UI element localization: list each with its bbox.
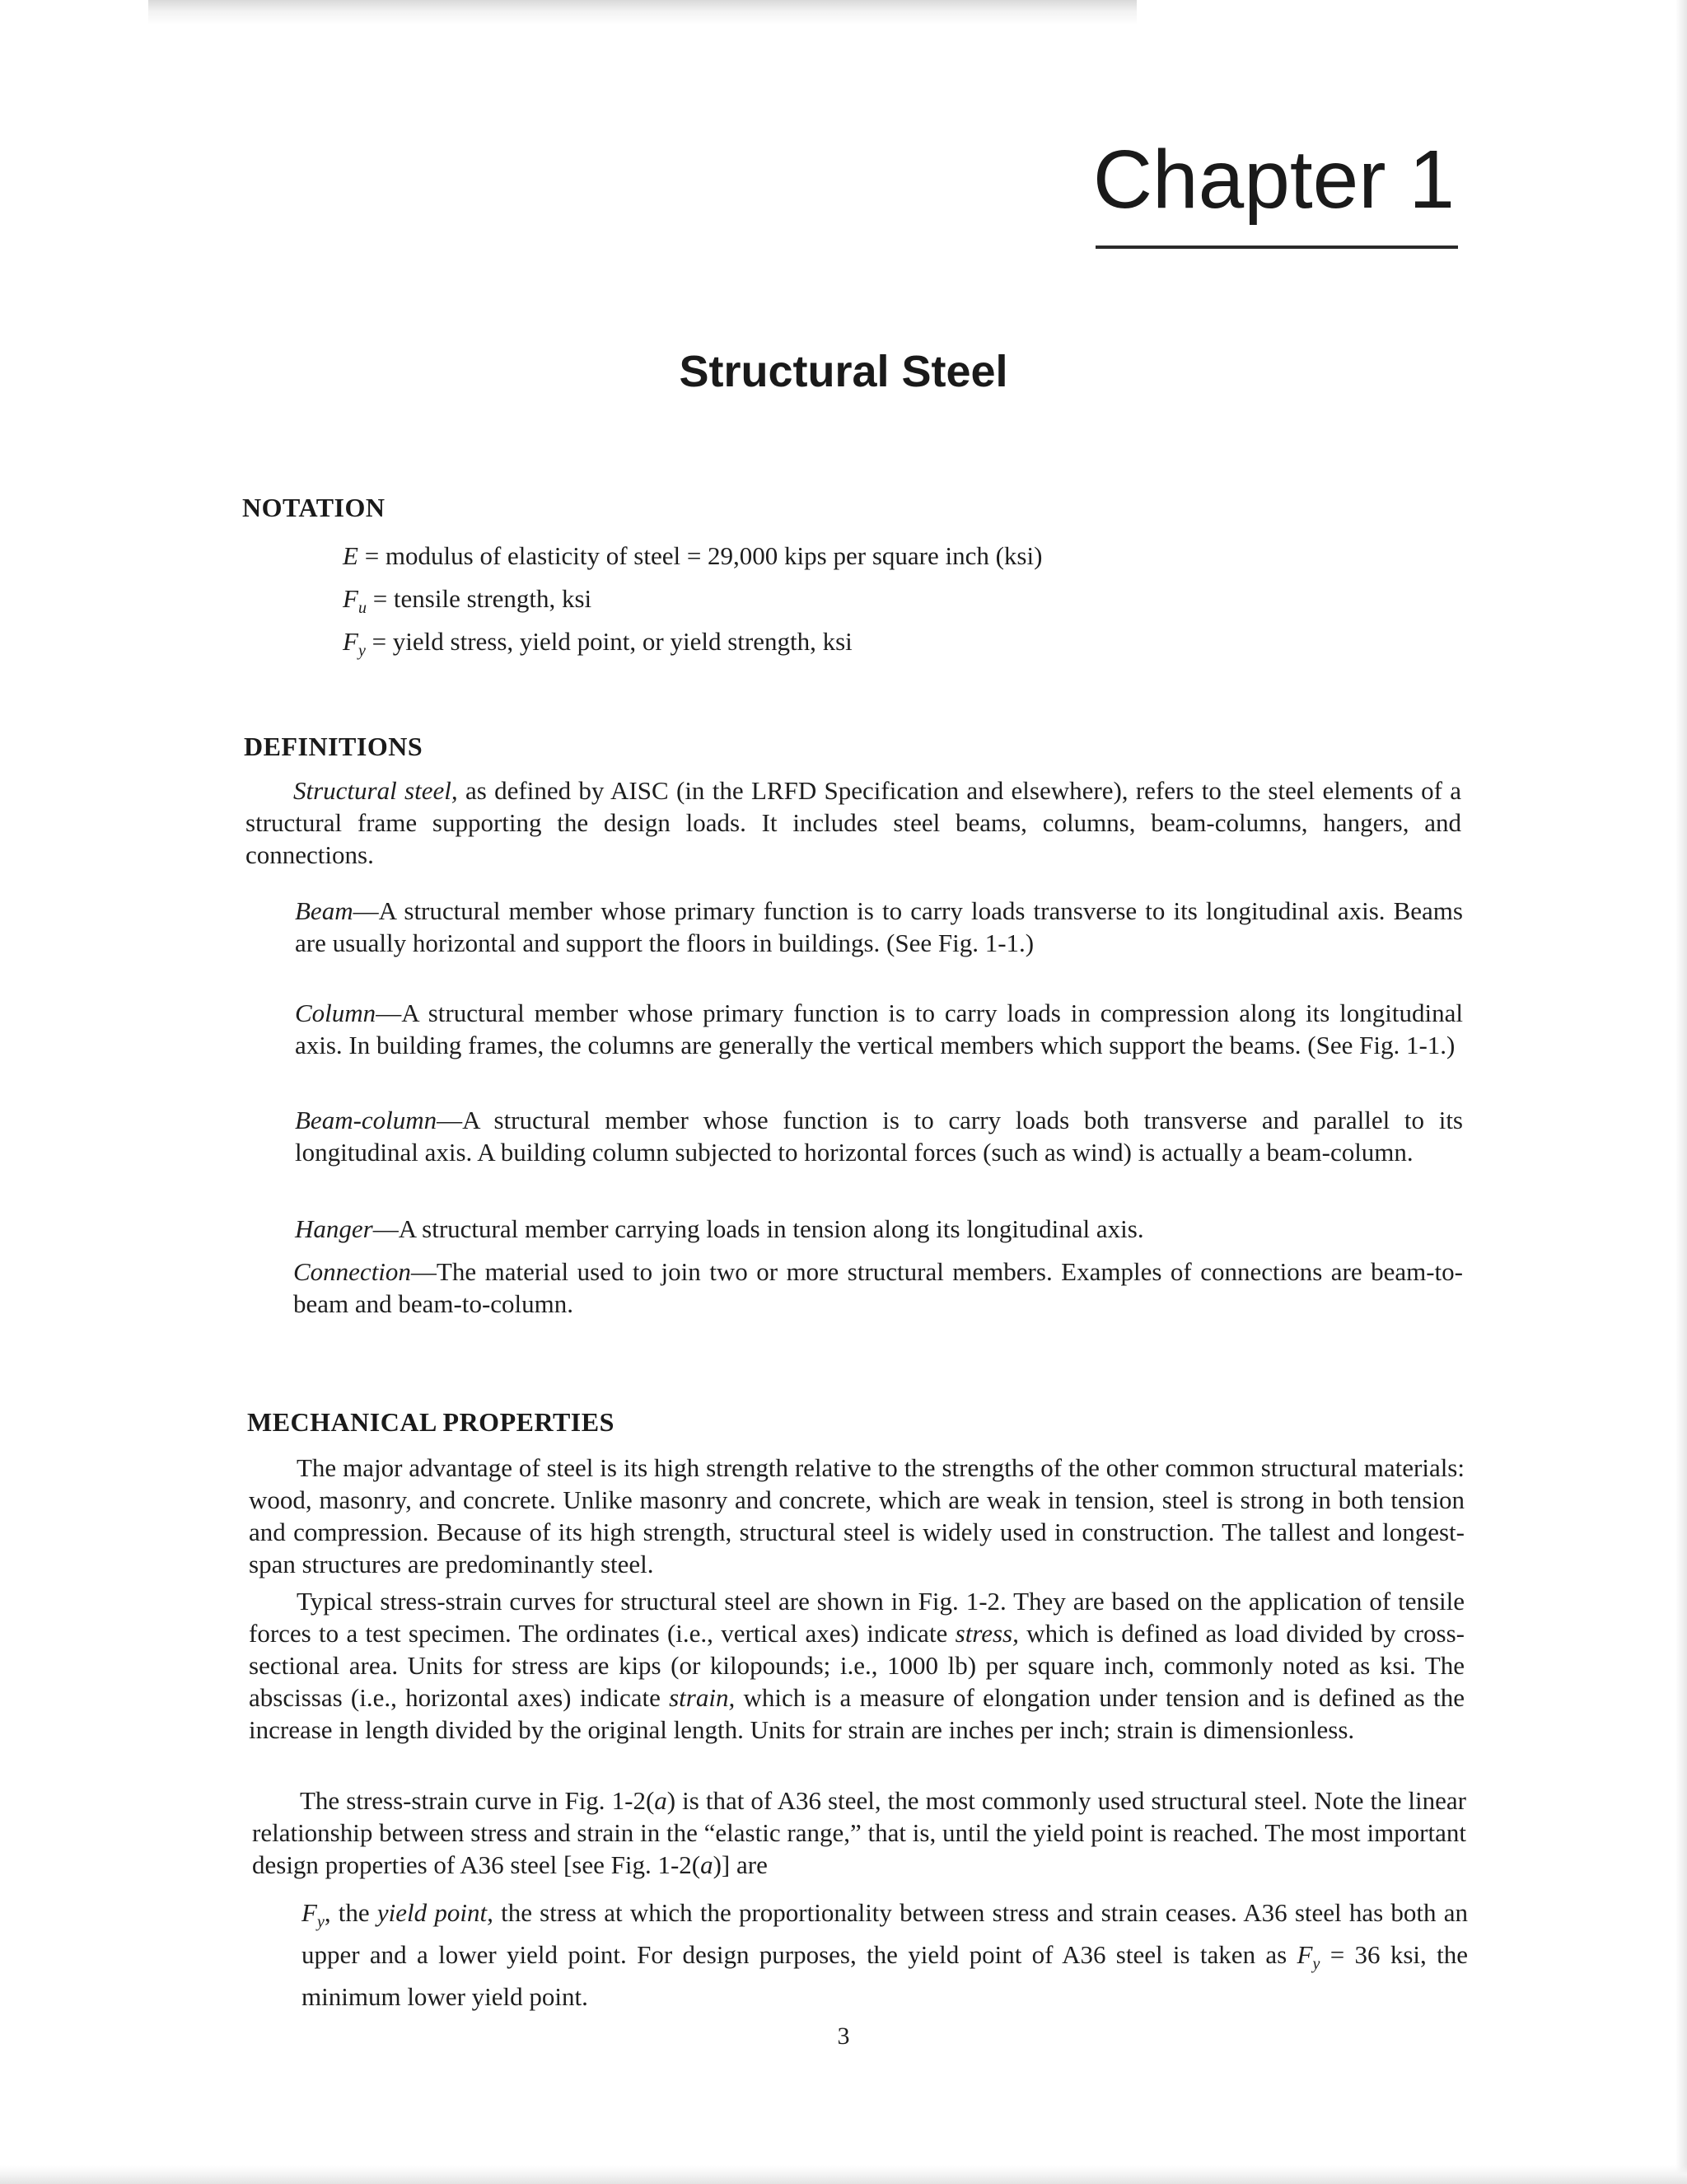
symbol: F [301,1898,317,1927]
definition-term: Connection [293,1257,411,1286]
definition-text: —A structural member whose primary function is to carry loads in compression along its longitudinal axis. In building frames, the columns are generally the vertical members which support the beams. (See Fig. 1-1.) [295,998,1463,1059]
chapter-label: Chapter 1 [1092,133,1455,226]
emphasis-stress: stress, [955,1619,1019,1648]
definition-text: as defined by AISC (in the LRFD Specification and elsewhere), refers to the steel elements of a structural frame supporting the design loads. It includes steel beams, columns, beam-columns, hangers, and connections. [245,776,1461,869]
mechanical-heading: MECHANICAL PROPERTIES [247,1407,615,1437]
definition-term: yield point, [376,1898,493,1927]
text-run: )] are [713,1850,768,1879]
notation-definition: = tensile strength, ksi [366,584,592,613]
symbol: F [1297,1940,1313,1969]
figure-part: a [654,1786,667,1815]
definition-term: Beam [295,896,353,925]
definition-term: Hanger [295,1214,373,1243]
chapter-rule [1096,246,1458,249]
notation-symbol: E [343,541,358,570]
definition-term: Structural steel, [293,776,458,805]
text-run: which is defined as load divided by cross-sectional area. Units for stress are kips (or kilopounds; i.e., 1000 lb) per square inch, commonly noted as ksi. The abscissas (i.e., horizontal axes) indicate [249,1619,1465,1712]
definition-term: Beam-column [295,1106,437,1134]
definition-item [295,1104,1463,1168]
notation-symbol: F [343,584,358,613]
scan-shadow-right [1675,0,1687,2184]
notation-heading: NOTATION [242,493,386,522]
symbol-subscript: y [316,1913,325,1931]
definition-text: —A structural member carrying loads in tension along its longitudinal axis. [372,1214,1144,1243]
definition-item [295,997,1463,1061]
text-run: which is a measure of elongation under tension and is defined as the increase in length divided by the original length. Units for strain are inches per inch; strain is dimensionless. [249,1683,1465,1744]
text-run: ) is that of A36 steel, the most commonly used structural steel. Note the linear relationship between stress and strain in the “elastic range,” that is, until the yield point is reached. The most important design properties of A36 steel [see Fig. 1-2( [252,1786,1466,1879]
notation-item [343,583,591,618]
definitions-intro [245,774,1461,871]
emphasis-strain: strain, [669,1683,736,1712]
definition-text: —A structural member whose function is to carry loads both transverse and parallel to its longitudinal axis. A building column subjected to horizontal forces (such as wind) is actually a beam-column. [295,1106,1463,1167]
text-run: the stress at which the proportionality between stress and strain ceases. A36 steel has both an upper and a lower yield point. For design purposes, the yield point of A36 steel is taken as [301,1898,1469,1969]
scan-shadow-top [148,0,1137,25]
definitions-heading: DEFINITIONS [244,732,423,761]
definition-item [295,1213,1463,1245]
notation-item [343,626,853,661]
text-run: = 36 ksi, the minimum lower yield point. [301,1940,1468,2011]
chapter-title: Structural Steel [679,347,1008,396]
mechanical-paragraph-3 [252,1784,1466,1881]
notation-item [343,540,1042,571]
notation-symbol: F [343,627,358,656]
mechanical-paragraph-4 [301,1896,1468,2013]
figure-part: a [700,1850,713,1879]
mechanical-paragraph-1: The major advantage of steel is its high strength relative to the strengths of the other common structural materials: wood, masonry, and concrete. Unlike masonry and concrete, which are weak in tension, steel is strong in both tension and compression. Because of its high strength, structural steel is widely used in construction. The tallest and longest-span structures are predominantly steel. [249,1453,1465,1578]
text-run: , the [324,1898,377,1927]
notation-definition: = yield stress, yield point, or yield strength, ksi [365,627,853,656]
definition-text: —The material used to join two or more structural members. Examples of connections are beam-to-beam and beam-to-column. [293,1257,1463,1318]
text-run: The stress-strain curve in Fig. 1-2( [300,1786,655,1815]
page-number: 3 [837,2023,850,2050]
definition-text: —A structural member whose primary function is to carry loads transverse to its longitudinal axis. Beams are usually horizontal and support the floors in buildings. (See Fig. 1-1.) [295,896,1463,957]
notation-definition: = modulus of elasticity of steel = 29,000 kips per square inch (ksi) [357,541,1043,570]
scan-shadow-bottom [0,2165,1687,2184]
notation-subscript: u [357,599,367,617]
symbol-subscript: y [1312,1955,1320,1973]
notation-subscript: y [357,642,366,660]
definition-item [295,895,1463,959]
definition-term: Column [295,998,376,1027]
mechanical-paragraph-2 [249,1585,1465,1746]
definition-item [293,1256,1463,1320]
text-run: Typical stress-strain curves for structural steel are shown in Fig. 1-2. They are based on the application of tensile forces to a test specimen. The ordinates (i.e., vertical axes) indicate [249,1587,1465,1648]
